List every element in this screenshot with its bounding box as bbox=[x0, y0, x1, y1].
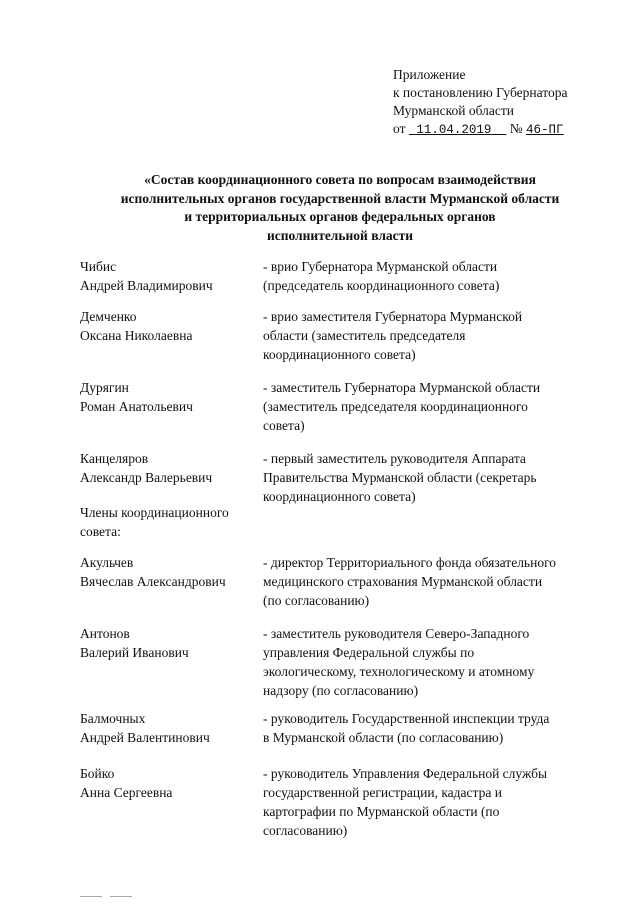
position-line: государственной регистрации, кадастра и bbox=[263, 785, 502, 800]
position-line: области (заместитель председателя bbox=[263, 328, 466, 343]
person-name bbox=[80, 553, 260, 591]
appendix-label: Приложение bbox=[393, 67, 466, 82]
person-name bbox=[80, 378, 260, 416]
position-line: совета) bbox=[263, 418, 305, 433]
appendix-header bbox=[393, 66, 628, 139]
position-line: - руководитель Управления Федеральной службы bbox=[263, 766, 548, 781]
position-line: Правительства Мурманской области (секретарь bbox=[263, 470, 537, 485]
decree-date: 11.04.2019 bbox=[416, 123, 492, 137]
position-line: - директор Территориального фонда обязательного bbox=[263, 555, 557, 570]
person-surname: Балмочных bbox=[80, 711, 146, 726]
person-given-names: Валерий Иванович bbox=[80, 645, 189, 660]
title-line-1: «Состав координационного совета по вопросам взаимодействия bbox=[144, 172, 536, 187]
position-line: в Мурманской области (по согласованию) bbox=[263, 730, 504, 745]
person-name bbox=[80, 449, 260, 487]
person-position bbox=[263, 307, 598, 364]
person-position bbox=[263, 709, 598, 747]
person-given-names: Оксана Николаевна bbox=[80, 328, 193, 343]
person-surname: Канцеляров bbox=[80, 451, 149, 466]
appendix-decree-ref: к постановлению Губернатора bbox=[393, 85, 568, 100]
person-given-names: Александр Валерьевич bbox=[80, 470, 213, 485]
position-line: (по согласованию) bbox=[263, 593, 370, 608]
person-surname: Антонов bbox=[80, 626, 130, 641]
members-label-line: совета: bbox=[80, 524, 121, 539]
person-surname: Акульчев bbox=[80, 555, 134, 570]
person-name bbox=[80, 709, 260, 747]
person-name bbox=[80, 764, 260, 802]
person-position bbox=[263, 257, 598, 295]
position-line: - первый заместитель руководителя Аппарата bbox=[263, 451, 526, 466]
footer-rule bbox=[110, 896, 132, 897]
title-line-2: исполнительных органов государственной власти Мурманской области bbox=[120, 190, 560, 206]
person-given-names: Андрей Владимирович bbox=[80, 278, 213, 293]
title-line-3: и территориальных органов федеральных органов bbox=[184, 209, 496, 224]
decree-number: 46-ПГ bbox=[526, 123, 564, 137]
position-line: экологическому, технологическому и атомному bbox=[263, 664, 535, 679]
person-given-names: Андрей Валентинович bbox=[80, 730, 210, 745]
appendix-region: Мурманской области bbox=[393, 103, 514, 118]
document-title bbox=[60, 171, 620, 245]
person-position bbox=[263, 553, 598, 610]
position-line: - врио Губернатора Мурманской области bbox=[263, 259, 498, 274]
position-line: управления Федеральной службы по bbox=[263, 645, 475, 660]
person-position bbox=[263, 378, 598, 435]
position-line: координационного совета) bbox=[263, 489, 416, 504]
person-position bbox=[263, 624, 598, 700]
position-line: - руководитель Государственной инспекции труда bbox=[263, 711, 550, 726]
position-line: (заместитель председателя координационного bbox=[263, 399, 528, 414]
person-name bbox=[80, 624, 260, 662]
position-line: надзору (по согласованию) bbox=[263, 683, 419, 698]
person-surname: Бойко bbox=[80, 766, 115, 781]
person-surname: Чибис bbox=[80, 259, 117, 274]
position-line: медицинского страхования Мурманской области bbox=[263, 574, 543, 589]
position-line: согласованию) bbox=[263, 823, 348, 838]
position-line: (председатель координационного совета) bbox=[263, 278, 500, 293]
person-surname: Дурягин bbox=[80, 380, 129, 395]
person-name bbox=[80, 307, 260, 345]
position-line: - заместитель руководителя Северо-Западного bbox=[263, 626, 530, 641]
members-label bbox=[80, 503, 260, 541]
position-line: - заместитель Губернатора Мурманской области bbox=[263, 380, 541, 395]
person-given-names: Вячеслав Александрович bbox=[80, 574, 226, 589]
members-label-line: Члены координационного bbox=[80, 505, 229, 520]
appendix-date-number bbox=[393, 120, 628, 139]
from-label: от bbox=[393, 121, 406, 136]
person-position bbox=[263, 764, 598, 840]
person-name bbox=[80, 257, 260, 295]
number-label: № bbox=[509, 121, 523, 136]
person-surname: Демченко bbox=[80, 309, 137, 324]
position-line: координационного совета) bbox=[263, 347, 416, 362]
footer-rule bbox=[80, 896, 102, 897]
position-line: картографии по Мурманской области (по bbox=[263, 804, 500, 819]
person-given-names: Роман Анатольевич bbox=[80, 399, 193, 414]
person-position bbox=[263, 449, 598, 506]
person-given-names: Анна Сергеевна bbox=[80, 785, 173, 800]
title-line-4: исполнительной власти bbox=[266, 227, 414, 243]
position-line: - врио заместителя Губернатора Мурманской bbox=[263, 309, 523, 324]
